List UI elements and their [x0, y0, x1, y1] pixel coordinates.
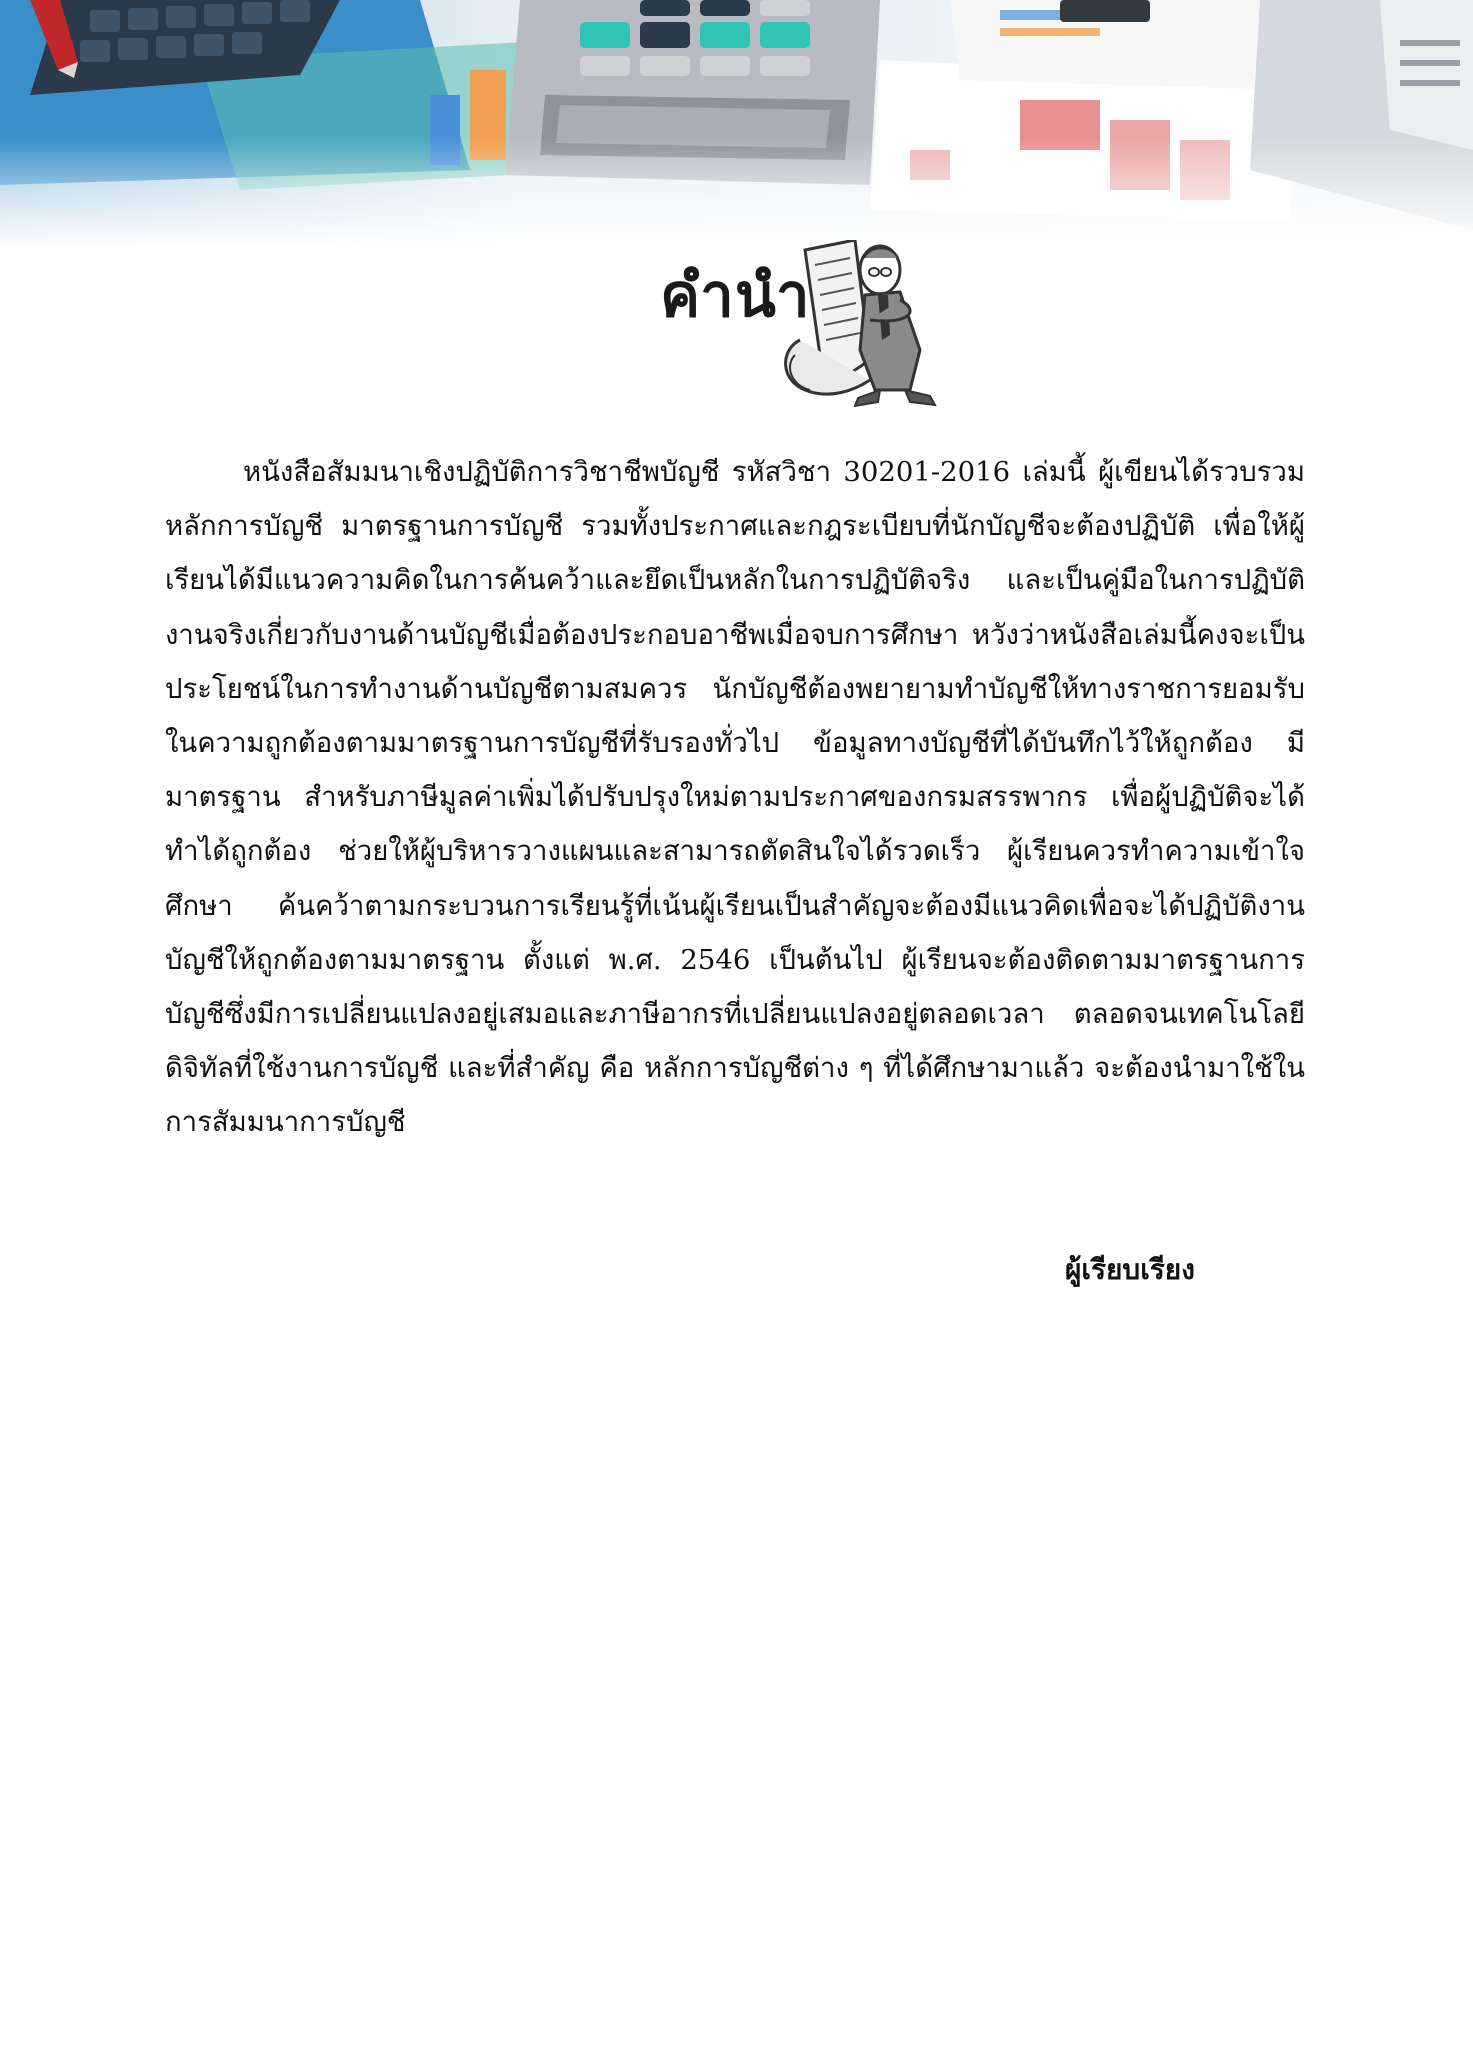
title-area — [0, 240, 1473, 415]
preface-body: หนังสือสัมมนาเชิงปฏิบัติการวิชาชีพบัญชี รหัสวิชา 30201-2016 เล่มนี้ ผู้เขียนได้รวบรวมหลักการบัญชี มาตรฐานการบัญชี รวมทั้งประกาศและกฎระเบียบที่นักบัญชีจะต้องปฏิบัติ เพื่อให้ผู้เรียนได้มีแนวความคิดในการค้นคว้าและยึดเป็นหลักในการปฏิบัติจริง และเป็นคู่มือในการปฏิบัติงานจริงเกี่ยวกับงานด้านบัญชีเมื่อต้องประกอบอาชีพเมื่อจบการศึกษา หวังว่าหนังสือเล่มนี้คงจะเป็นประโยชน์ในการทำงานด้านบัญชีตามสมควร นักบัญชีต้องพยายามทำบัญชีให้ทางราชการยอมรับในความถูกต้องตามมาตรฐานการบัญชีที่รับรองทั่วไป ข้อมูลทางบัญชีที่ได้บันทึกไว้ให้ถูกต้อง มีมาตรฐาน สำหรับภาษีมูลค่าเพิ่มได้ปรับปรุงใหม่ตามประกาศของกรมสรรพากร เพื่อผู้ปฏิบัติจะได้ทำได้ถูกต้อง ช่วยให้ผู้บริหารวางแผนและสามารถตัดสินใจได้รวดเร็ว ผู้เรียนควรทำความเข้าใจ ศึกษา ค้นคว้าตามกระบวนการเรียนรู้ที่เน้นผู้เรียนเป็นสำคัญจะต้องมีแนวคิดเพื่อจะได้ปฏิบัติงานบัญชีให้ถูกต้องตามมาตรฐาน ตั้งแต่ พ.ศ. 2546 เป็นต้นไป ผู้เรียนจะต้องติดตามมาตรฐานการบัญชีซึ่งมีการเปลี่ยนแปลงอยู่เสมอและภาษีอากรที่เปลี่ยนแปลงอยู่ตลอดเวลา ตลอดจนเทคโนโลยีดิจิทัลที่ใช้งานการบัญชี และที่สำคัญ คือ หลักการบัญชีต่าง ๆ ที่ได้ศึกษามาแล้ว จะต้องนำมาใช้ในการสัมมนาการบัญชี — [165, 456, 1305, 1139]
man-reading-scroll-icon — [760, 240, 960, 410]
page-title: คำนำ — [660, 261, 811, 331]
author-signature: ผู้เรียบเรียง — [1065, 1253, 1195, 1286]
header-banner — [0, 0, 1473, 250]
